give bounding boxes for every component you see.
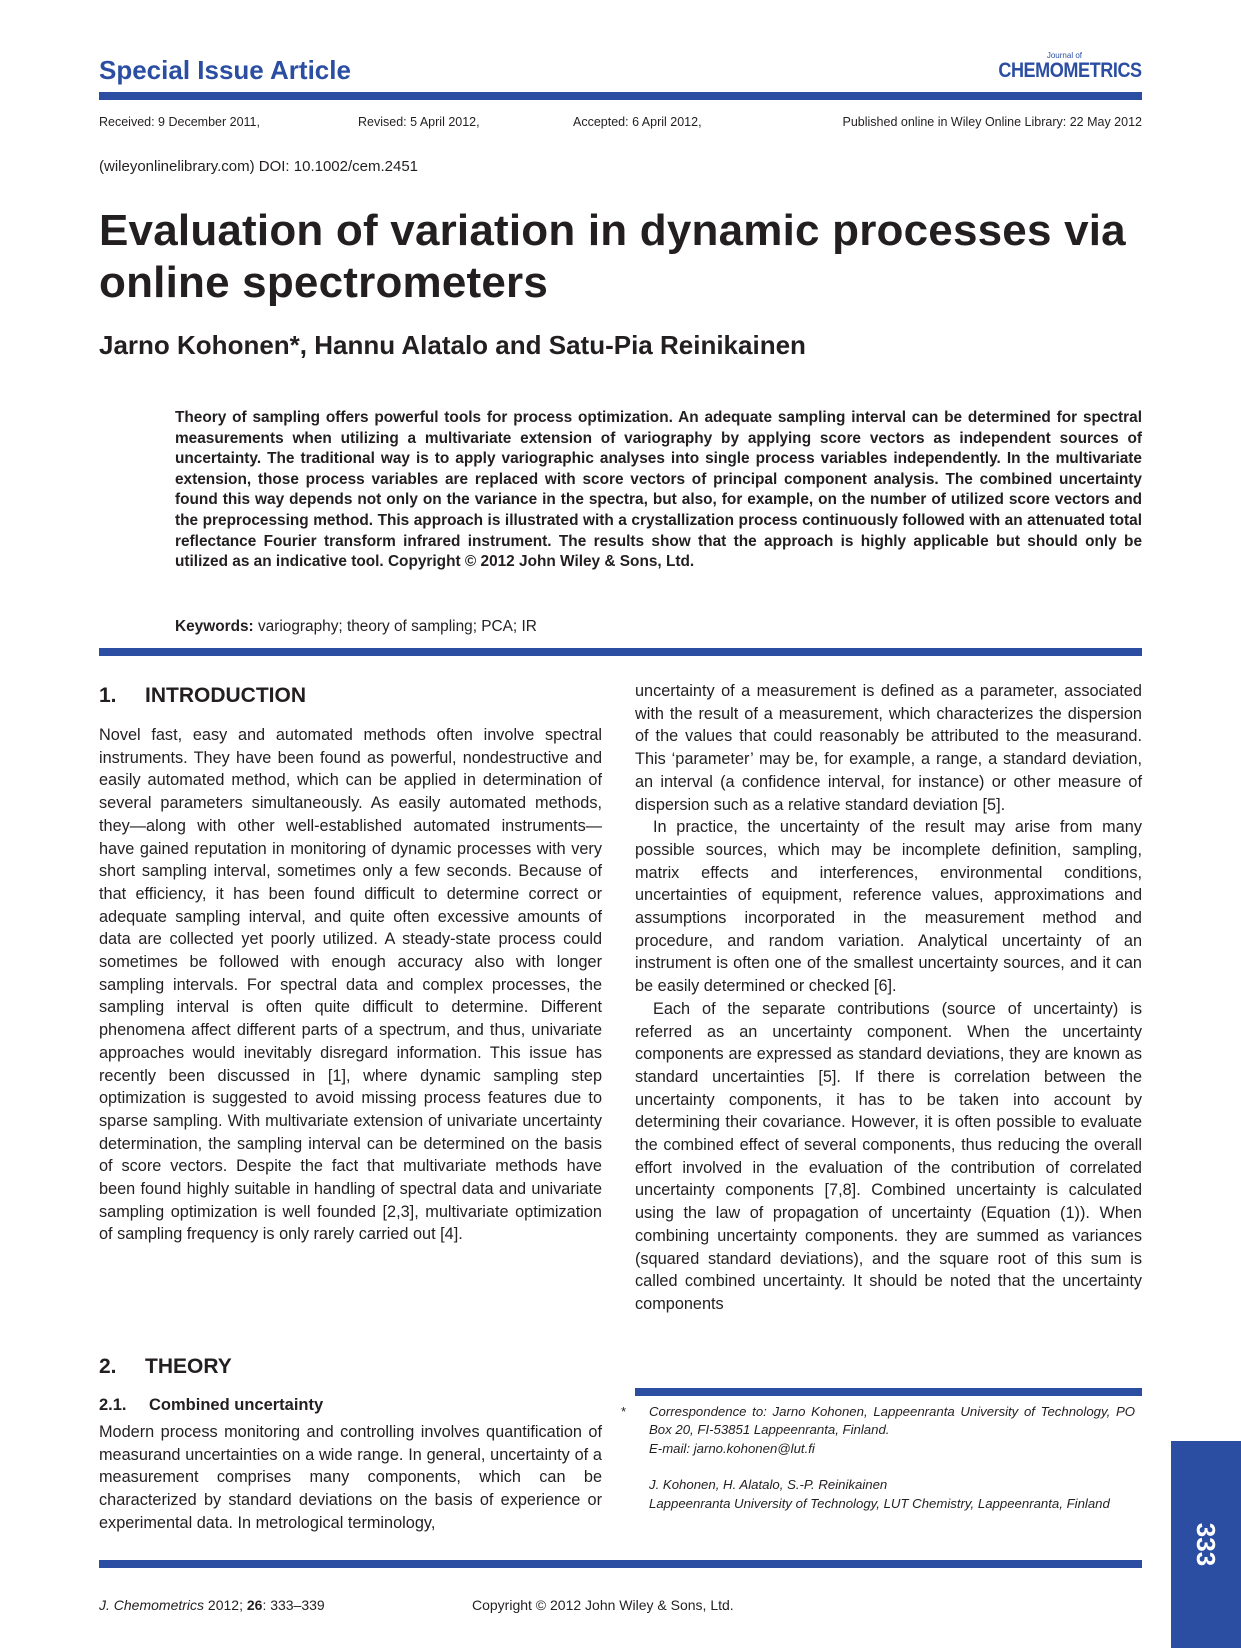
theory-body [99, 1421, 602, 1535]
introduction-body [99, 724, 602, 1246]
correspondence-rule [635, 1388, 1142, 1396]
page-number-tab [1171, 1441, 1241, 1648]
footnote-star: * [621, 1404, 627, 1419]
paragraph: In practice, the uncertainty of the result may arise from many possible sources, which may be incomplete definition, sampling, matrix effects and interferences, environmental conditions, uncertainties of equipment, reference values, approximations and assumptions incorporated in the measurement method and procedure, and random variation. Analytical uncertainty of an instrument is often one of the smallest uncertainty sources, and it can be easily determined or checked [6]. [635, 818, 1142, 996]
paragraph: Modern process monitoring and controlling involves quantification of measurand uncertainties on a wide range. In general, uncertainty of a measurement comprises many components, which can be characterized by standard deviations on the basis of experience or experimental data. In metrological terminology, [99, 1423, 602, 1532]
section-title: INTRODUCTION [145, 684, 306, 707]
history-received: Received: 9 December 2011, [99, 115, 260, 129]
keywords-label: Keywords: [175, 618, 254, 635]
section-heading-theory [99, 1355, 232, 1379]
history-revised: Revised: 5 April 2012, [358, 115, 480, 129]
history-published: Published online in Wiley Online Library: 22 May 2012 [842, 115, 1142, 129]
correspondence-address: Correspondence to: Jarno Kohonen, Lappeenranta University of Technology, PO Box 20, FI-53851 Lappeenranta, Finland. [649, 1404, 1135, 1438]
section-number: 1. [99, 684, 117, 707]
footer-pages: : 333–339 [262, 1597, 325, 1613]
paragraph: Each of the separate contributions (source of uncertainty) is referred as an uncertainty component. When the uncertainty components are expressed as standard deviations, they are known as standard uncertainties [5]. If there is correlation between the uncertainty components, it has to be taken into account by determining their covariance. However, it is often possible to evaluate the combined effect of several components, thus reducing the overall effort involved in the evaluation of the contribution of correlated uncertainty components [7,8]. Combined uncertainty is calculated using the law of propagation of uncertainty (Equation (1)). When combining uncertainty components. they are summed as variances (squared standard deviations), and the square root of this sum is called combined uncertainty. It should be noted that the uncertainty components [635, 999, 1142, 1313]
footer-copyright: Copyright © 2012 John Wiley & Sons, Ltd. [472, 1597, 734, 1613]
authors: Jarno Kohonen*, Hannu Alatalo and Satu-Pia Reinikainen [99, 330, 806, 360]
subsection-number: 2.1. [99, 1396, 127, 1414]
correspondence-note [621, 1403, 1135, 1513]
article-title: Evaluation of variation in dynamic processes via online spectrometers [99, 206, 1126, 307]
footer-journal: J. Chemometrics [99, 1597, 205, 1613]
footer-volume: 26 [246, 1597, 263, 1613]
section-title: THEORY [145, 1355, 232, 1378]
article-type-label: Special Issue Article [99, 55, 351, 85]
journal-logo-small: Journal of [1046, 51, 1082, 60]
abstract: Theory of sampling offers powerful tools for process optimization. An adequate sampling interval can be determined for spectral measurements when utilizing a multivariate extension of variography by applying score vectors as independent sources of uncertainty. The traditional way is to apply variographic analyses into single process variables independently. In the multivariate extension, those process variables are replaced with score vectors of principal component analysis. The combined uncertainty found this way depends not only on the variance in the spectra, but also, for example, on the number of utilized score vectors and the preprocessing method. This approach is illustrated with a crystallization process continuously followed with an attenuated total reflectance Fourier transform infrared instrument. The results show that the approach is highly applicable but should only be utilized as an indicative tool. Copyright © 2012 John Wiley & Sons, Ltd. [175, 409, 1142, 571]
footer-rule [99, 1560, 1142, 1568]
history-accepted: Accepted: 6 April 2012, [573, 115, 702, 129]
paragraph: uncertainty of a measurement is defined as a parameter, associated with the result of a measurement, which characterizes the dispersion of the values that could reasonably be attributed to the measurand. This ‘parameter’ may be, for example, a range, a standard deviation, an interval (a confidence interval, for instance) or other measure of dispersion such as a relative standard deviation [5]. [635, 682, 1142, 814]
subsection-title: Combined uncertainty [149, 1396, 324, 1414]
footer-year: 2012; [204, 1597, 247, 1613]
journal-logo-name: CHEMOMETRICS [998, 59, 1142, 82]
right-column-body [635, 680, 1142, 1316]
keywords-text: variography; theory of sampling; PCA; IR [257, 618, 537, 635]
affiliation: Lappeenranta University of Technology, LUT Chemistry, Lappeenranta, Finland [649, 1495, 1110, 1511]
paragraph: Novel fast, easy and automated methods often involve spectral instruments. They have been found as powerful, nondestructive and easily automated method, which can be applied in determination of several parameters simultaneously. As easily automated methods, they—along with other well-established automated instruments—have gained reputation in monitoring of dynamic processes with very short sampling interval, sometimes only a few seconds. Because of that efficiency, it has been found difficult to determine correct or adequate sampling interval, and quite often excessive amounts of data are collected yet poorly utilized. A steady-state process could sometimes be followed with enough accuracy also with longer sampling intervals. For spectral data and complex processes, the sampling interval is often quite difficult to determine. Different phenomena affect different parts of a spectrum, and thus, univariate approaches would inevitably disregard information. This issue has recently been discussed in [1], where dynamic sampling step optimization is suggested to avoid missing process features due to sparse sampling. With multivariate extension of univariate uncertainty determination, the sampling interval can be determined on the basis of score vectors. Despite the fact that multivariate methods have been found highly suitable in handling of spectral data and univariate sampling optimization is well founded [2,3], multivariate optimization of sampling frequency is only rarely carried out [4]. [99, 726, 602, 1244]
doi: (wileyonlinelibrary.com) DOI: 10.1002/cem.2451 [99, 158, 419, 175]
journal-logo [975, 52, 1142, 82]
subsection-heading [99, 1396, 323, 1415]
section-heading-introduction [99, 684, 306, 708]
abstract-rule [99, 648, 1142, 656]
keywords [175, 618, 537, 636]
page-number: 333 [1191, 1522, 1222, 1567]
correspondence-email: E-mail: jarno.kohonen@lut.fi [649, 1440, 815, 1456]
header-rule [99, 92, 1142, 100]
footer-citation [99, 1597, 325, 1613]
affiliation-names: J. Kohonen, H. Alatalo, S.-P. Reinikainen [649, 1477, 888, 1493]
section-number: 2. [99, 1355, 117, 1378]
